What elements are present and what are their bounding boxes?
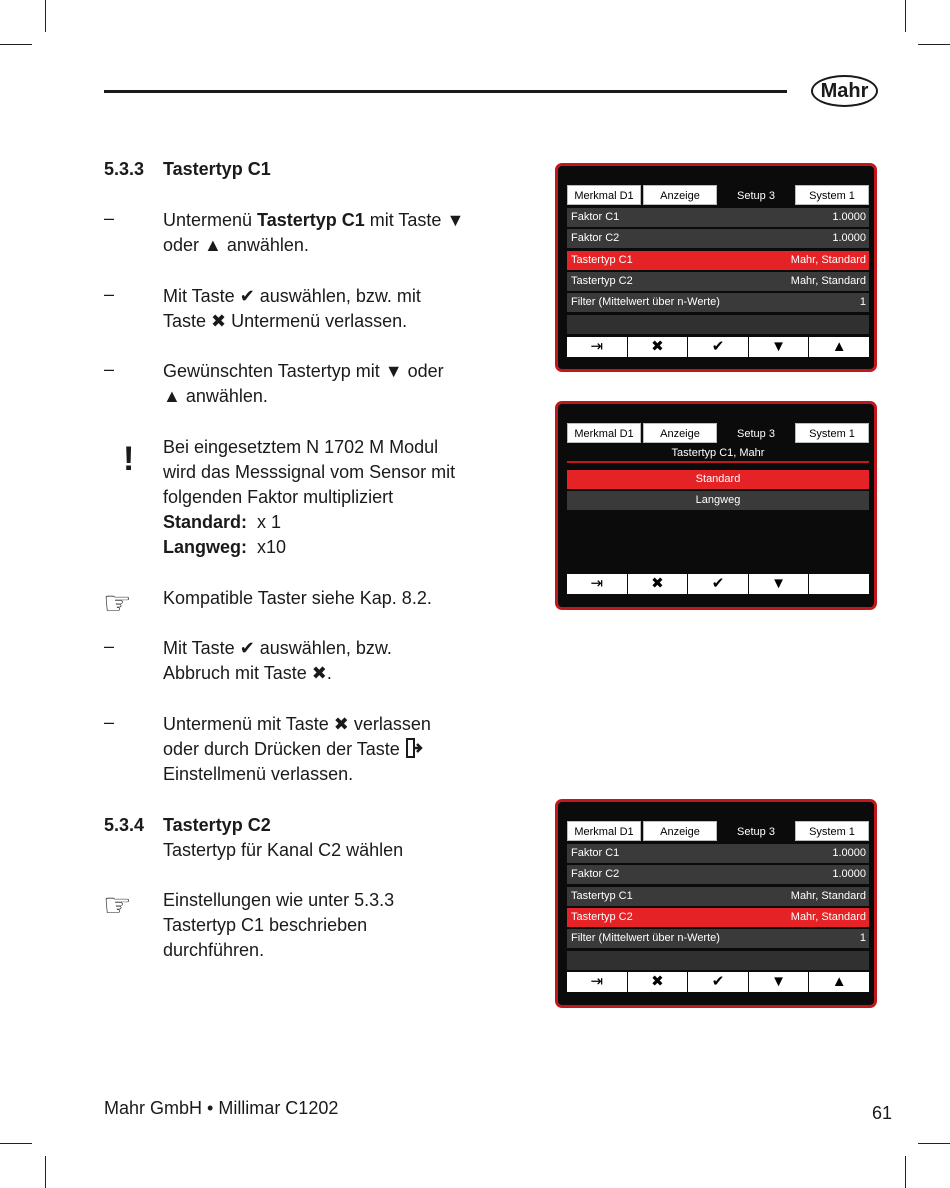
step-1 [163,208,493,258]
standard-value: x 1 [257,512,282,532]
up-key[interactable]: ▲ [809,337,869,357]
menu-row[interactable] [567,865,869,884]
menu-row-selected[interactable] [567,908,869,927]
langweg-value: x10 [257,537,287,557]
up-key[interactable]: ▲ [809,972,869,992]
step-2 [163,284,421,334]
step-text: Mit Taste ✔ auswählen, bzw. [163,638,392,658]
step-4 [163,636,392,686]
row-value: Mahr, Standard [790,275,866,287]
device-screen-submenu [555,401,877,610]
tab-setup[interactable]: Setup 3 [719,185,793,205]
device-screen-setup-c1 [555,163,877,372]
hint-line: durchführen. [163,940,265,960]
step-text: Gewünschten Tastertyp mit ▼ oder [163,361,444,381]
row-value: 1.0000 [832,232,866,244]
row-label: Tastertyp C2 [571,275,633,287]
section-title: Tastertyp C1 [163,159,271,179]
row-label: Tastertyp C2 [571,911,633,923]
tab-merkmal[interactable]: Merkmal D1 [567,185,641,205]
step-text: Untermenü mit Taste ✖ verlassen [163,714,431,734]
header-rule [104,90,787,93]
hint-line: Tastertyp C1 beschrieben [163,915,368,935]
mahr-logo: Mahr [811,75,878,107]
list-dash: – [104,636,115,656]
row-value: Mahr, Standard [790,911,866,923]
pointing-hand-icon: ☞ [103,585,132,621]
row-value: Mahr, Standard [790,254,866,266]
confirm-key[interactable]: ✔ [688,574,748,594]
list-dash: – [104,359,115,379]
row-label: Faktor C2 [571,868,620,880]
crop-mark [905,0,906,32]
step-text: Untermenü [163,210,258,230]
row-value: Mahr, Standard [790,890,866,902]
list-dash: – [104,208,115,228]
step-text: Einstellmenü verlassen. [163,764,354,784]
step-5 [163,712,431,787]
menu-row[interactable] [567,229,869,248]
page-number: 61 [872,1103,893,1123]
step-text: oder durch Drücken der Taste [163,739,400,759]
down-key[interactable]: ▼ [749,972,809,992]
row-label: Filter (Mittelwert über n-Werte) [571,296,720,308]
exit-key[interactable]: ⇥ [567,337,627,357]
tab-system[interactable]: System 1 [795,185,869,205]
menu-row[interactable] [567,887,869,906]
menu-row[interactable] [567,844,869,863]
step-text: Taste ✖ Untermenü verlassen. [163,311,408,331]
step-text: mit Taste ▼ [364,210,465,230]
langweg-label: Langweg: [163,537,247,557]
step-text: Abbruch mit Taste ✖. [163,663,332,683]
cancel-key[interactable]: ✖ [628,574,688,594]
device-screen-setup-c2 [555,799,877,1008]
tab-anzeige[interactable]: Anzeige [643,821,717,841]
row-value: 1.0000 [832,211,866,223]
menu-row[interactable] [567,929,869,948]
section-number: 5.3.3 [104,159,145,179]
row-label: Faktor C2 [571,232,620,244]
row-value: 1.0000 [832,847,866,859]
row-label: Filter (Mittelwert über n-Werte) [571,932,720,944]
section-number: 5.3.4 [104,815,145,835]
step-3 [163,359,444,409]
list-dash: – [104,284,115,304]
exclamation-icon: ! [123,440,135,478]
cancel-key[interactable]: ✖ [628,972,688,992]
menu-name: Tastertyp C1 [257,210,365,230]
note-text [163,435,455,560]
row-label: Tastertyp C1 [571,890,633,902]
tab-system[interactable]: System 1 [795,423,869,443]
tab-anzeige[interactable]: Anzeige [643,423,717,443]
list-dash: – [104,712,115,732]
tab-anzeige[interactable]: Anzeige [643,185,717,205]
softkey-bar [567,972,869,992]
tab-system[interactable]: System 1 [795,821,869,841]
standard-label: Standard: [163,512,248,532]
hint-text: Kompatible Taster siehe Kap. 8.2. [163,588,432,608]
tab-merkmal[interactable]: Merkmal D1 [567,821,641,841]
hint-line: Einstellungen wie unter 5.3.3 [163,890,395,910]
hint-text [163,888,394,963]
note-line: folgenden Faktor multipliziert [163,487,394,507]
crop-mark [905,1156,906,1188]
screen-tabs [567,423,869,443]
step-text: Mit Taste ✔ auswählen, bzw. mit [163,286,421,306]
crop-mark [0,1143,32,1144]
menu-row-empty [567,951,869,970]
row-value: 1 [859,296,866,308]
screen-tabs [567,185,869,205]
blank-key[interactable] [809,574,869,594]
confirm-key[interactable]: ✔ [688,972,748,992]
confirm-key[interactable]: ✔ [688,337,748,357]
menu-row[interactable] [567,272,869,291]
row-label: Faktor C1 [571,211,620,223]
cancel-key[interactable]: ✖ [628,337,688,357]
menu-row-empty [567,315,869,334]
option-langweg[interactable]: Langweg [567,491,869,510]
row-label: Tastertyp C1 [571,254,633,266]
exit-key[interactable]: ⇥ [567,972,627,992]
row-label: Faktor C1 [571,847,620,859]
down-key[interactable]: ▼ [749,337,809,357]
footer-text: Mahr GmbH • Millimar C1202 [104,1098,339,1118]
section-title: Tastertyp C2 [163,815,271,835]
pointing-hand-icon: ☞ [103,887,132,923]
screen-tabs [567,821,869,841]
row-value: 1.0000 [832,868,866,880]
crop-mark [0,44,32,45]
option-standard[interactable]: Standard [567,470,869,489]
step-text: ▲ anwählen. [163,386,268,406]
tab-merkmal[interactable]: Merkmal D1 [567,423,641,443]
crop-mark [918,44,950,45]
tab-setup[interactable]: Setup 3 [719,821,793,841]
softkey-bar [567,337,869,357]
note-line: wird das Messsignal vom Sensor mit [163,462,456,482]
exit-icon [405,737,425,759]
step-text: oder ▲ anwählen. [163,235,309,255]
menu-row-selected[interactable] [567,251,869,270]
menu-row[interactable] [567,293,869,312]
note-line: Bei eingesetztem N 1702 M Modul [163,437,439,457]
crop-mark [45,0,46,32]
exit-key[interactable]: ⇥ [567,574,627,594]
crop-mark [918,1143,950,1144]
section-desc: Tastertyp für Kanal C2 wählen [163,840,404,860]
submenu-title: Tastertyp C1, Mahr [567,445,869,463]
down-key[interactable]: ▼ [749,574,809,594]
softkey-bar [567,574,869,594]
row-value: 1 [859,932,866,944]
menu-row[interactable] [567,208,869,227]
crop-mark [45,1156,46,1188]
tab-setup[interactable]: Setup 3 [719,423,793,443]
